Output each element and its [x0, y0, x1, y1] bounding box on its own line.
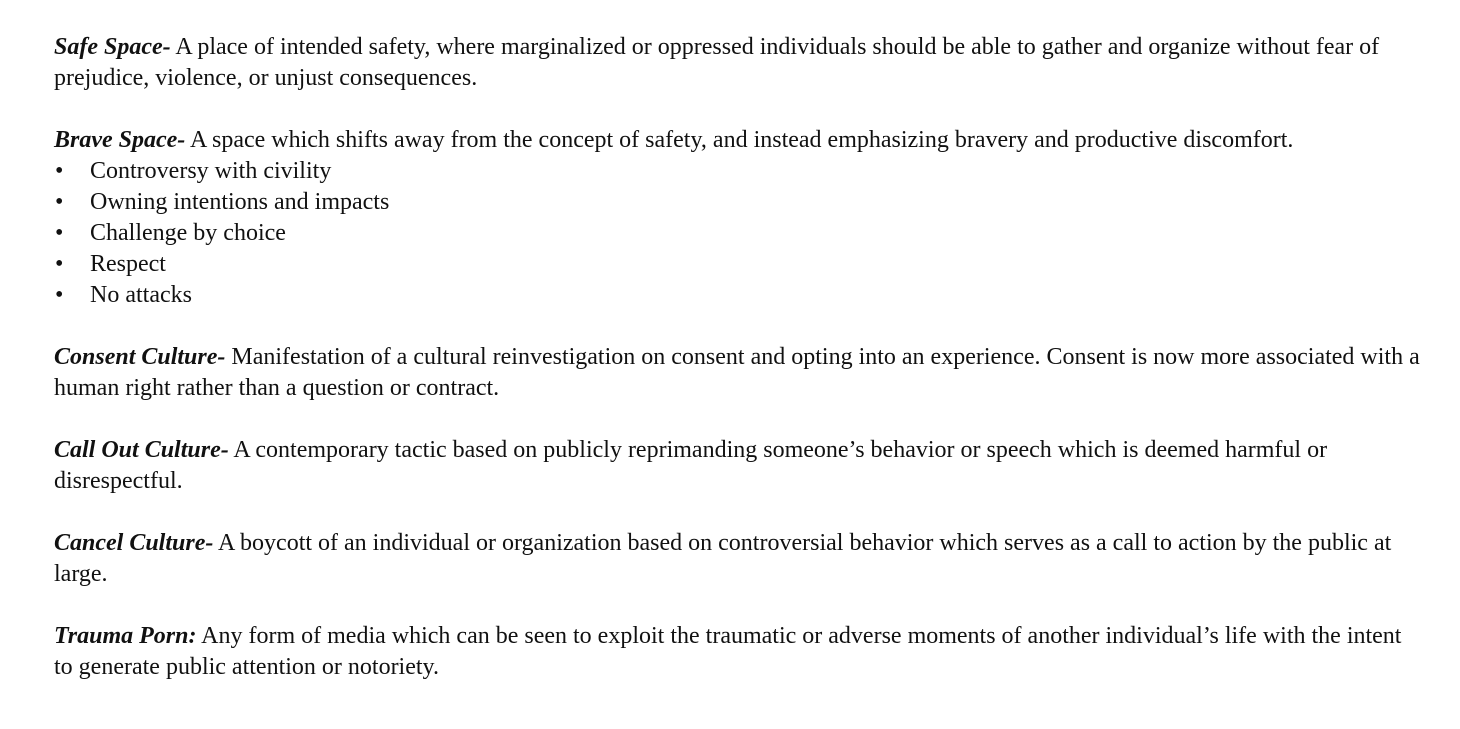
bullet-text: No attacks: [90, 282, 192, 308]
entry-trauma-porn: [54, 621, 1424, 683]
bullet-item: [54, 249, 1424, 280]
entry-cancel-culture: [54, 528, 1424, 590]
definition-brave-space: A space which shifts away from the concept of safety, and instead emphasizing bravery and productive discomfort.: [185, 127, 1294, 153]
definition-call-out-culture: A contemporary tactic based on publicly reprimanding someone’s behavior or speech which is deemed harmful or disrespectful.: [54, 437, 1328, 494]
bullet-icon: •: [55, 220, 64, 246]
term-cancel-culture: Cancel Culture-: [54, 530, 214, 556]
bullet-item: [54, 218, 1424, 249]
definition-consent-culture: Manifestation of a cultural reinvestigation on consent and opting into an experience. Consent is now more associated with a human right rather than a question or contract.: [54, 344, 1420, 401]
bullet-item: [54, 187, 1424, 218]
bullet-icon: •: [55, 282, 64, 308]
bullet-text: Owning intentions and impacts: [90, 189, 390, 215]
glossary-document: [54, 32, 1424, 714]
bullet-icon: •: [55, 189, 64, 215]
bullet-icon: •: [55, 251, 64, 277]
entry-safe-space: [54, 32, 1424, 94]
term-safe-space: Safe Space-: [54, 34, 171, 60]
term-call-out-culture: Call Out Culture-: [54, 437, 229, 463]
bullet-text: Controversy with civility: [90, 158, 332, 184]
definition-safe-space: A place of intended safety, where marginalized or oppressed individuals should be able to gather and organize without fear of prejudice, violence, or unjust consequences.: [54, 34, 1380, 91]
bullet-item: [54, 280, 1424, 311]
bullet-text: Respect: [90, 251, 166, 277]
bullet-item: [54, 156, 1424, 187]
bullet-icon: •: [55, 158, 64, 184]
term-consent-culture: Consent Culture-: [54, 344, 226, 370]
term-brave-space: Brave Space-: [54, 127, 186, 153]
brave-space-bullet-list: [54, 156, 1424, 311]
bullet-text: Challenge by choice: [90, 220, 286, 246]
brave-space-paragraph: [54, 125, 1424, 156]
term-trauma-porn: Trauma Porn:: [54, 623, 197, 649]
entry-call-out-culture: [54, 435, 1424, 497]
definition-trauma-porn: Any form of media which can be seen to exploit the traumatic or adverse moments of another individual’s life with the intent to generate public attention or notoriety.: [54, 623, 1402, 680]
definition-cancel-culture: A boycott of an individual or organization based on controversial behavior which serves as a call to action by the public at large.: [54, 530, 1392, 587]
entry-consent-culture: [54, 342, 1424, 404]
entry-brave-space: [54, 125, 1424, 311]
